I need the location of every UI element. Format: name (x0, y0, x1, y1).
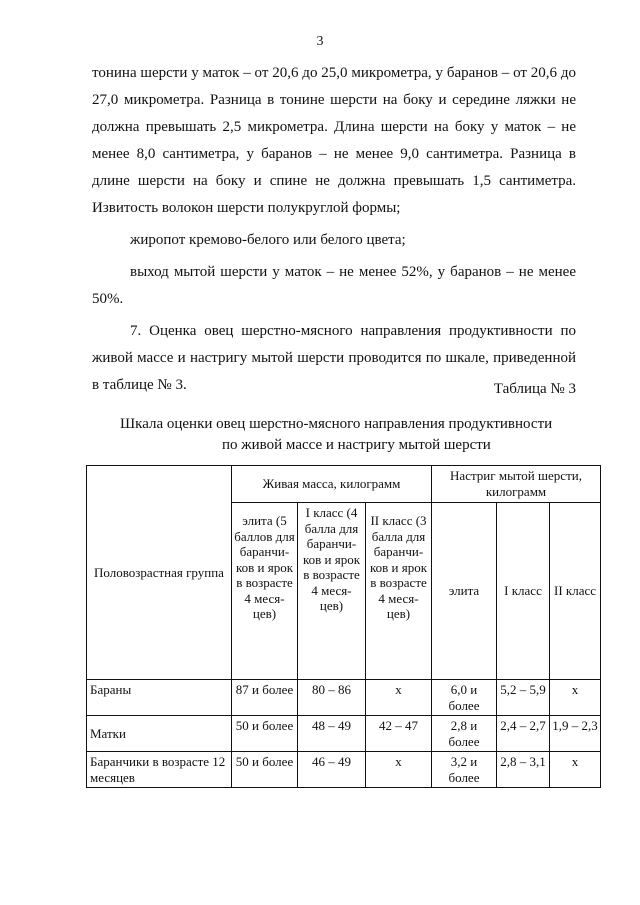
table-caption-line1: Шкала оценки овец шерстно-мясного направления продуктивности (120, 416, 553, 432)
table-row (87, 752, 601, 788)
cell-elite-weight: 87 и более (232, 680, 298, 716)
table-row (87, 680, 601, 716)
cell-class1-wool: 2,8 – 3,1 (497, 752, 550, 788)
cell-class1-weight: 46 – 49 (298, 752, 366, 788)
body-text (92, 60, 576, 404)
weight-subheader-class2: II класс (3 балла для баранчи- ков и ярок в возрасте 4 меся- цев) (366, 503, 432, 680)
cell-class2-weight: 42 – 47 (366, 716, 432, 752)
wool-subheader-elite: элита (432, 503, 497, 680)
cell-class1-weight: 80 – 86 (298, 680, 366, 716)
cell-class2-wool: 1,9 – 2,3 (550, 716, 601, 752)
cell-class2-weight: х (366, 752, 432, 788)
table-caption (80, 414, 620, 456)
wool-subheader-class1: I класс (497, 503, 550, 680)
live-weight-header: Живая масса, килограмм (232, 466, 432, 503)
weight-subheader-class1: I класс (4 балла для баранчи- ков и ярок в возрасте 4 меся- цев) (298, 503, 366, 680)
wool-subheader-class2: II класс (550, 503, 601, 680)
table-row (87, 716, 601, 752)
wool-header: Настриг мытой шерсти, килограмм (432, 466, 601, 503)
cell-elite-wool: 3,2 и более (432, 752, 497, 788)
cell-class2-wool: х (550, 752, 601, 788)
cell-class1-weight: 48 – 49 (298, 716, 366, 752)
cell-elite-wool: 6,0 и более (432, 680, 497, 716)
paragraph-yield: выход мытой шерсти у маток – не менее 52%, у баранов – не менее 50%. (92, 264, 576, 307)
cell-elite-weight: 50 и более (232, 716, 298, 752)
paragraph-item-7: 7. Оценка овец шерстно-мясного направления продуктивности по живой массе и настригу мытой шерсти проводится по шкале, приведенной в таблице № 3. (92, 323, 576, 393)
weight-subheader-elite: элита (5 баллов для баранчи- ков и ярок в возрасте 4 меся- цев) (232, 503, 298, 680)
evaluation-table (86, 465, 601, 788)
table-label: Таблица № 3 (493, 381, 576, 397)
page-number: 3 (316, 34, 324, 49)
row-group: Матки (87, 716, 232, 752)
row-group: Баранчики в возрасте 12 месяцев (87, 752, 232, 788)
cell-class2-weight: х (366, 680, 432, 716)
cell-class2-wool: х (550, 680, 601, 716)
table-caption-line2: по живой массе и настригу мытой шерсти (222, 437, 491, 453)
paragraph-grease: жиропот кремово-белого или белого цвета; (130, 232, 406, 248)
cell-class1-wool: 5,2 – 5,9 (497, 680, 550, 716)
cell-class1-wool: 2,4 – 2,7 (497, 716, 550, 752)
cell-elite-weight: 50 и более (232, 752, 298, 788)
cell-elite-wool: 2,8 и более (432, 716, 497, 752)
row-group: Бараны (87, 680, 232, 716)
group-header: Половозрастная группа (87, 466, 232, 680)
paragraph-fineness: тонина шерсти у маток – от 20,6 до 25,0 микрометра, у баранов – от 20,6 до 27,0 микрометра. Разница в тонине шерсти на боку и середине ляжки не должна превышать 2,5 микрометра. Длина шерсти на боку у маток – не менее 8,0 сантиметра, у баранов – не менее 9,0 сантиметра. Разница в длине шерсти на боку и спине не должна превышать 1,5 сантиметра. Извитость волокон шерсти полукруглой формы; (92, 65, 576, 216)
